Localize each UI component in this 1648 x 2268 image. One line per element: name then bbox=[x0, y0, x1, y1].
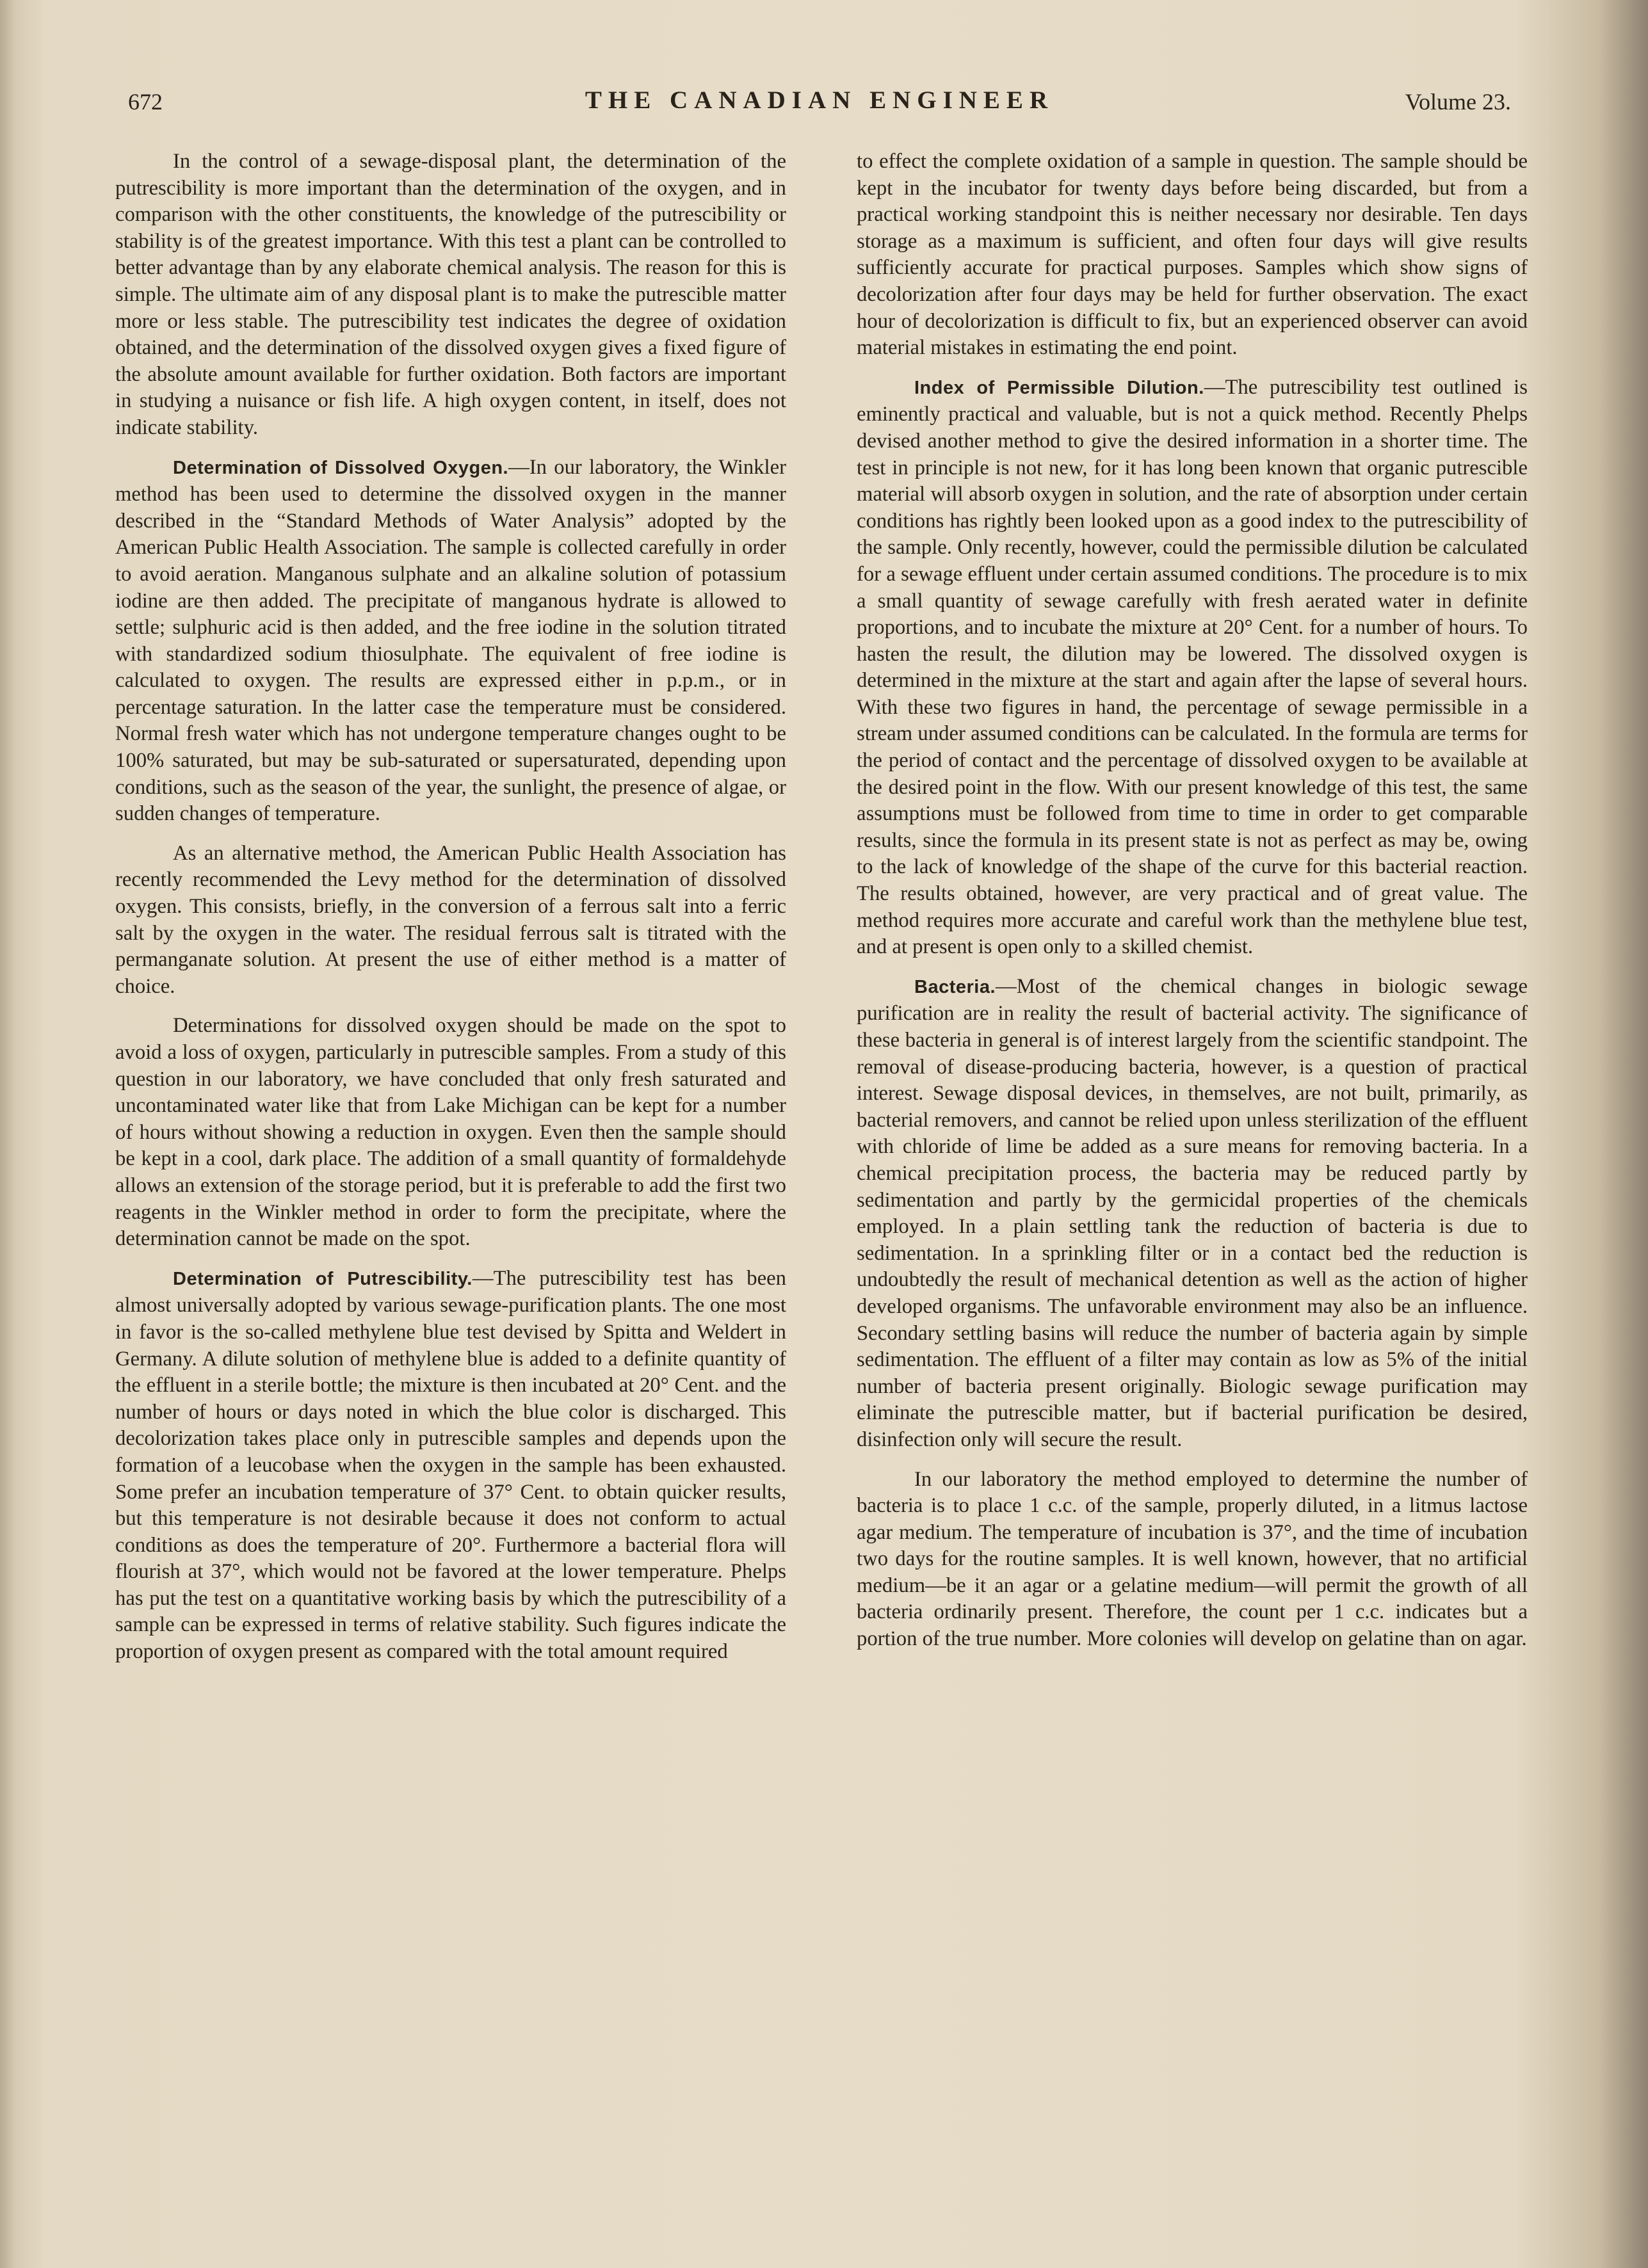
section-heading: Index of Permissible Dilution. bbox=[914, 377, 1204, 398]
left-column bbox=[115, 149, 786, 1666]
paragraph: In our laboratory the method employed to determine the number of bacteria is to place 1 c.c. of the sample, properly diluted, in a litmus lactose agar medium. The temperature of incubation is 37°, and the time of incubation two days for the routine samples. It is well known, however, that no artificial medium—be it an agar or a gelatine medium—will permit the growth of all bacteria ordinarily present. Therefore, the count per 1 c.c. indicates but a portion of the true number. More colonies will develop on gelatine than on agar. bbox=[857, 1467, 1528, 1651]
paragraph: Determination of Putrescibility.—The putrescibility test has been almost universally adopted by various sewage-purification plants. The one most in favor is the so-called methylene blue test devised by Spitta and Weldert in Germany. A dilute solution of methylene blue is added to a definite quantity of the effluent in a sterile bottle; the mixture is then incubated at 20° Cent. and the number of hours or days noted in which the blue color is discharged. This decolorization takes place only in putrescible samples and depends upon the formation of a leucobase when the oxygen in the sample has been exhausted. Some prefer an incubation temperature of 37° Cent. to obtain quicker results, but this temperature is not desirable because it does not conform to actual conditions as does the temperature of 20°. Furthermore a bacterial flora will flourish at 37°, which would not be favored at the lower temperature. Phelps has put the test on a quantitative working basis by which the putrescibility of a sample can be expressed in terms of relative stability. Such figures indicate the proportion of oxygen present as compared with the total amount required bbox=[115, 1266, 786, 1664]
section-heading: Determination of Putrescibility. bbox=[173, 1268, 473, 1289]
volume-number: Volume 23. bbox=[1405, 89, 1511, 115]
right-column bbox=[857, 149, 1528, 1653]
paragraph: In the control of a sewage-disposal plant, the determination of the putrescibility is more important than the determination of the oxygen, and in comparison with the other constituents, the knowledge of the putrescibility or stability is of the greatest importance. With this test a plant can be controlled to better advantage than by any elaborate chemical analysis. The reason for this is simple. The ultimate aim of any disposal plant is to make the putrescible matter more or less stable. The putrescibility test indicates the degree of oxidation obtained, and the determination of the dissolved oxygen gives a fixed figure of the absolute amount available for further oxidation. Both factors are important in studying a nuisance or fish life. A high oxygen content, in itself, does not indicate stability. bbox=[115, 150, 786, 439]
paragraph: As an alternative method, the American Public Health Association has recently recommended the Levy method for the determination of dissolved oxygen. This consists, briefly, in the conversion of a ferrous salt into a ferric salt by the oxygen in the water. The residual ferrous salt is titrated with the permanganate solution. At present the use of either method is a matter of choice. bbox=[115, 841, 786, 998]
section-heading: Bacteria. bbox=[914, 976, 996, 997]
page-header bbox=[128, 82, 1511, 120]
paragraph: Index of Permissible Dilution.—The putrescibility test outlined is eminently practical and valuable, but is not a quick method. Recently Phelps devised another method to give the desired information in a shorter time. The test in principle is not new, for it has long been known that organic putrescible material will absorb oxygen in solution, and the rate of absorption under certain conditions has rightly been looked upon as a good index to the putrescibility of the sample. Only recently, however, could the permissible dilution be calculated for a sewage effluent under certain assumed conditions. The procedure is to mix a small quantity of sewage carefully with fresh aerated water in definite proportions, and to incubate the mixture at 20° Cent. for a number of hours. To hasten the result, the dilution may be lowered. The dissolved oxygen is determined in the mixture at the start and again after the lapse of several hours. With these two figures in hand, the percentage of sewage permissible in a stream under assumed conditions can be calculated. In the formula are terms for the period of contact and the percentage of dissolved oxygen to be available at the desired point in the flow. With our present knowledge of this test, the same assumptions must be followed from time to time in order to get comparable results, since the formula in its present state is not as perfect as may be, owing to the lack of knowledge of the shape of the curve for this bacterial reaction. The results obtained, however, are very practical and of great value. The method requires more accurate and careful work than the methylene blue test, and at present is open only to a skilled chemist. bbox=[857, 375, 1528, 959]
page-number: 672 bbox=[128, 89, 163, 115]
paragraph: to effect the complete oxidation of a sample in question. The sample should be kept in the incubator for twenty days before being discarded, but from a practical working standpoint this is neither necessary nor desirable. Ten days storage as a maximum is sufficient, and often four days will give results sufficiently accurate for practical purposes. Samples which show signs of decolorization after four days may be held for further observation. The exact hour of decolorization is difficult to fix, but an experienced observer can avoid material mistakes in estimating the end point. bbox=[857, 150, 1528, 360]
paragraph: Determination of Dissolved Oxygen.—In our laboratory, the Winkler method has been used to determine the dissolved oxygen in the manner described in the “Standard Methods of Water Analysis” adopted by the American Public Health Association. The sample is collected carefully in order to avoid aeration. Manganous sulphate and an alkaline solution of potassium iodine are then added. The precipitate of manganous hydrate is allowed to settle; sulphuric acid is then added, and the free iodine in the solution titrated with standardized sodium thiosulphate. The equivalent of free iodine is calculated to oxygen. The results are expressed either in p.p.m., or in percentage saturation. In the latter case the temperature must be considered. Normal fresh water which has not undergone temperature changes ought to be 100% saturated, but may be sub-saturated or supersaturated, depending upon conditions, such as the season of the year, the sunlight, the presence of algae, or sudden changes of temperature. bbox=[115, 455, 786, 826]
section-heading: Determination of Dissolved Oxygen. bbox=[173, 457, 509, 478]
paragraph: Bacteria.—Most of the chemical changes in biologic sewage purification are in reality the result of bacterial activity. The significance of these bacteria in general is of interest largely from the scientific standpoint. The removal of disease-producing bacteria, however, is a question of practical interest. Sewage disposal devices, in themselves, are not built, primarily, as bacterial removers, and cannot be relied upon unless sterilization of the effluent with chloride of lime be added as a sure means for removing bacteria. In a chemical precipitation process, the bacteria may be reduced partly by sedimentation and partly by the germicidal properties of the chemicals employed. In a plain settling tank the reduction of bacteria is due to sedimentation. In a sprinkling filter or in a contact bed the reduction is undoubtedly the result of mechanical detention as well as the action of higher developed organisms. The unfavorable environment may also be an influence. Secondary settling basins will reduce the number of bacteria again by simple sedimentation. The effluent of a filter may contain as low as 5% of the initial number of bacteria present originally. Biologic sewage purification may eliminate the putrescible matter, but if bacterial purification be desired, disinfection only will secure the result. bbox=[857, 974, 1528, 1451]
journal-title: THE CANADIAN ENGINEER bbox=[585, 86, 1054, 114]
paragraph: Determinations for dissolved oxygen should be made on the spot to avoid a loss of oxygen, particularly in putrescible samples. From a study of this question in our laboratory, we have concluded that only fresh saturated and uncontaminated water like that from Lake Michigan can be kept for a number of hours without showing a reduction in oxygen. Even then the sample should be kept in a cool, dark place. The addition of a small quantity of formaldehyde allows an extension of the storage period, but it is preferable to add the first two reagents in the Winkler method in order to form the precipitate, where the determination cannot be made on the spot. bbox=[115, 1014, 786, 1251]
